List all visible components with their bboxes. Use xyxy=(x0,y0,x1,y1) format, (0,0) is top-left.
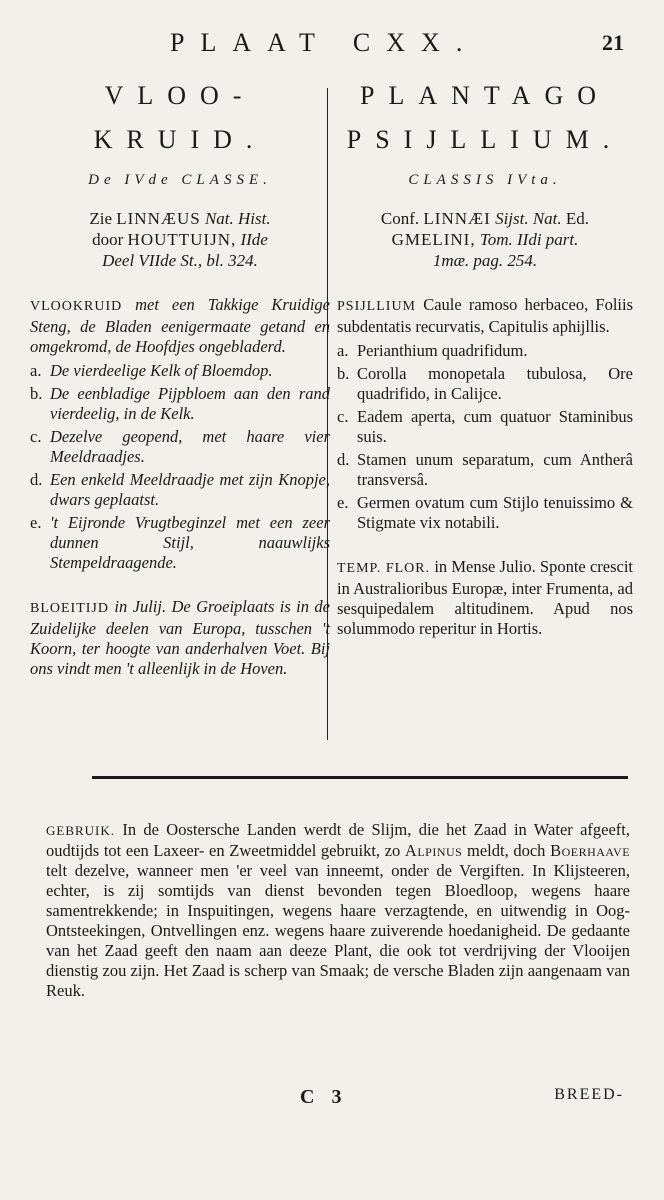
dutch-description xyxy=(30,295,330,357)
legend-text: Corolla monopetala tubulosa, Ore quadrifido, in Calijce. xyxy=(357,364,633,403)
legend-label: e. xyxy=(30,513,42,532)
description-lead: PSIJLLIUM xyxy=(337,299,417,314)
dutch-figure-legend xyxy=(30,361,330,573)
page-footer xyxy=(0,1086,664,1116)
legend-item xyxy=(337,341,633,361)
legend-item xyxy=(30,513,330,573)
latin-column xyxy=(337,78,633,639)
description-text: Caule ramoso herbaceo, Foliis subdentatis recurvatis, Capitulis aphijllis. xyxy=(337,295,634,336)
legend-label: c. xyxy=(337,407,349,426)
legend-item xyxy=(30,361,330,381)
legend-label: b. xyxy=(337,364,350,383)
flowering-text: in Julij. De Groeiplaats is in de Zuidelijke deelen van Europa, tusschen 't Koorn, ter hoogte van anderhalven Voet. Bij ons vindt men 't alleenlijk in de Hoven. xyxy=(30,597,330,678)
ref-part: Tom. IIdi part. xyxy=(479,230,579,249)
latin-description xyxy=(337,295,633,337)
signature-mark: C 3 xyxy=(300,1086,348,1108)
legend-label: a. xyxy=(30,361,42,380)
legend-text: De vierdeelige Kelk of Bloemdop. xyxy=(50,361,273,380)
legend-text: Germen ovatum cum Stijlo tenuissimo & Stigmate vix notabili. xyxy=(357,493,633,532)
ref-text: Conf. xyxy=(380,209,420,228)
legend-text: Perianthium quadrifidum. xyxy=(357,341,528,360)
description-text: met een Takkige Kruidige Steng, de Bladen eenigermaate getand en omgekromd, de Hoofdjes ongebladerd. xyxy=(30,295,330,356)
legend-label: a. xyxy=(337,341,349,360)
usage-text: In de Oostersche Landen werdt de Slijm, die het Zaad in Water afgeeft, oudtijds tot een Laxeer- en Zweetmiddel gebruikt, zo xyxy=(46,820,631,860)
flowering-lead: TEMP. FLOR. xyxy=(337,561,431,576)
legend-text: Stamen unum separatum, cum Antherâ transversâ. xyxy=(357,450,633,489)
dutch-column xyxy=(30,78,330,679)
legend-item xyxy=(337,407,633,447)
usage-paragraph xyxy=(46,820,630,1001)
dutch-class-heading: De IVde CLASSE. xyxy=(88,172,272,188)
latin-reference xyxy=(337,208,633,271)
legend-item xyxy=(30,470,330,510)
legend-text: De eenbladige Pijpbloem aan den rand vierdeelig, in de Kelk. xyxy=(50,384,330,423)
dutch-reference xyxy=(30,208,330,271)
section-rule xyxy=(92,776,628,779)
usage-text: telt dezelve, wanneer men 'er veel van inneemt, onder de Vergiften. In Klijsteeren, echter, is zij somtijds van dienst bevonden tegen Bloedloop, wegens haare samentrekkende; in Inspuitingen, wegens haare verzagtende, en uitwendig in Oog-Ontsteekingen, Ontvellingen enz. wegens haare zuiverende hoedanigheid. De gedaante van het Zaad geeft den naam aan deeze Plant, die ook tot verdrijving der Vlooijen dienstig zou zijn. Het Zaad is scherp van Smaak; de versche Bladen zijn aangenaam van Reuk. xyxy=(46,861,630,1000)
plate-title: PLAAT CXX. xyxy=(170,28,479,57)
usage-lead: GEBRUIK. xyxy=(46,823,116,838)
ref-work: Nat. Hist. xyxy=(204,209,271,228)
flowering-lead: BLOEITIJD xyxy=(30,601,109,616)
page-header xyxy=(0,28,664,62)
description-lead: VLOOKRUID xyxy=(30,299,123,314)
legend-label: b. xyxy=(30,384,43,403)
usage-author-name: Alpinus xyxy=(404,841,463,860)
ref-part: IIde xyxy=(240,230,268,249)
catchword: BREED- xyxy=(554,1086,624,1103)
ref-author: HOUTTUIJN, xyxy=(127,230,237,249)
legend-label: c. xyxy=(30,427,42,446)
dutch-title-line2: KRUID. xyxy=(93,125,267,154)
legend-label: d. xyxy=(30,470,43,489)
legend-item xyxy=(30,384,330,424)
latin-flowering-note xyxy=(337,557,633,639)
ref-work: Sijst. Nat. xyxy=(495,209,562,228)
dutch-flowering-note xyxy=(30,597,330,679)
ref-text: Ed. xyxy=(565,209,590,228)
ref-volume: 1mæ. pag. 254. xyxy=(432,251,538,270)
dutch-title-line1: VLOO- xyxy=(104,81,256,110)
latin-class-heading: CLASSIS IVta. xyxy=(408,172,562,188)
ref-author: GMELINI, xyxy=(391,230,476,249)
legend-item xyxy=(337,493,633,533)
legend-text: Een enkeld Meeldraadje met zijn Knopje, dwars geplaatst. xyxy=(50,470,330,509)
legend-label: e. xyxy=(337,493,349,512)
legend-item xyxy=(337,364,633,404)
legend-item xyxy=(337,450,633,490)
ref-text: Zie xyxy=(89,209,113,228)
legend-text: Eadem aperta, cum quatuor Staminibus suis. xyxy=(357,407,633,446)
legend-item xyxy=(30,427,330,467)
ref-volume: Deel VIIde St., bl. 324. xyxy=(102,251,258,270)
flowering-text: in Mense Julio. Sponte crescit in Australioribus Europæ, inter Frumenta, ad sesquipedalem altitudinem. Apud nos solummodo reperitur in Hortis. xyxy=(337,557,633,638)
usage-author-name: Boerhaave xyxy=(550,841,631,860)
latin-figure-legend xyxy=(337,341,633,533)
latin-title-line1: PLANTAGO xyxy=(359,81,611,110)
page-number: 21 xyxy=(602,30,624,55)
ref-author: LINNÆI xyxy=(423,209,491,228)
legend-label: d. xyxy=(337,450,350,469)
usage-text: meldt, doch xyxy=(467,841,546,860)
ref-text: door xyxy=(92,230,124,249)
ref-author: LINNÆUS xyxy=(116,209,201,228)
legend-text: Dezelve geopend, met haare vier Meeldraadjes. xyxy=(50,427,330,466)
legend-text: 't Eijronde Vrugtbeginzel met een zeer dunnen Stijl, naauwlijks Stempeldraagende. xyxy=(50,513,330,572)
latin-title-line2: PSIJLLIUM. xyxy=(346,125,624,154)
